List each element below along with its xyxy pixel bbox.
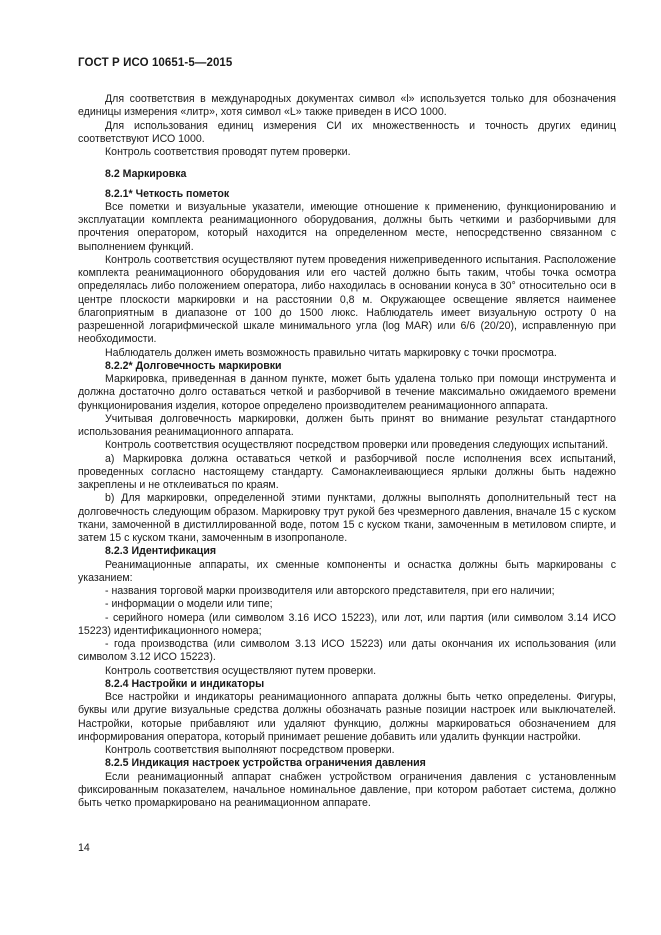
page-body (78, 93, 616, 810)
body-paragraph: Для использования единиц измерения СИ их множественность и точность других единиц соответствуют ИСО 1000. (78, 119, 616, 145)
body-paragraph: Контроль соответствия осуществляют посредством проверки или проведения следующих испытаний. (105, 439, 609, 452)
subsection-heading-8-2-1: 8.2.1* Четкость пометок (105, 187, 230, 200)
subsection-heading-8-2-4: 8.2.4 Настройки и индикаторы (105, 677, 265, 690)
body-paragraph: Контроль соответствия выполняют посредством проверки. (105, 744, 395, 756)
subsection-heading-8-2-2: 8.2.2* Долговечность маркировки (105, 359, 282, 372)
section-heading-8-2: 8.2 Маркировка (105, 168, 187, 181)
body-paragraph: Реанимационные аппараты, их сменные компоненты и оснастка должны быть маркированы с указанием: (78, 558, 616, 584)
body-paragraph: Контроль соответствия осуществляют путем проведения нижеприведенного испытания. Расположение комплекта реанимационного оборудования или его частей должно быть таким, чтобы точка осмотра определялась либо положением оператора, либо находилась в основании конуса в 30° относительно оси в центре плоскости маркировки и на расстоянии 0,8 м. Окружающее освещение является наименее благоприятным в диапазоне от 100 до 1500 люкс. Наблюдатель имеет визуальную остроту 0 на разрешенной логарифмической шкале минимального угла (log MAR) или 6/6 (20/20), исправленную при необходимости. (78, 253, 616, 346)
body-paragraph: Контроль соответствия осуществляют путем проверки. (105, 664, 377, 677)
body-paragraph: Учитывая долговечность маркировки, должен быть принят во внимание результат стандартного использования реанимационного аппарата. (78, 412, 616, 438)
page-number: 14 (78, 842, 90, 854)
body-paragraph: Все настройки и индикаторы реанимационного аппарата должны быть четко определены. Фигуры, буквы или другие визуальные средства должны обозначать разные позиции настроек или выключателей. Настройки, которые прибавляют или удаляют функцию, должны маркироваться обозначением для информирования оператора, который принимает решение добавить или удалить функции настройки. (78, 691, 616, 743)
body-paragraph: Контроль соответствия проводят путем проверки. (105, 146, 351, 158)
body-paragraph: Если реанимационный аппарат снабжен устройством ограничения давления с установленным фиксированным показателем, начальное номинальное давление, при котором работает система, должно быть четко промаркировано на реанимационном аппарате. (78, 770, 616, 809)
list-item: - года производства (или символом 3.13 ИСО 15223) или даты окончания их использования (или символом 3.12 ИСО 15223). (78, 638, 616, 664)
body-paragraph: Все пометки и визуальные указатели, имеющие отношение к применению, функционированию и эксплуатации комплекта реанимационного оборудования, должны быть четкими и разборчивыми для прочтения оператором, который находится на определенном месте, непосредственно связанном с выполнением функций. (78, 200, 616, 253)
subsection-heading-8-2-5: 8.2.5 Индикация настроек устройства ограничения давления (105, 757, 426, 770)
subsection-heading-8-2-3: 8.2.3 Идентификация (105, 545, 217, 558)
document-header: ГОСТ Р ИСО 10651-5—2015 (78, 57, 233, 69)
list-item-a: a) Маркировка должна оставаться четкой и разборчивой после исполнения всех испытаний, проведенных согласно настоящему стандарту. Самонаклеивающиеся ярлыки должны быть надежно закреплены и не отклеиваться по краям. (78, 452, 616, 491)
list-item: - названия торговой марки производителя или авторского представителя, при его наличии; (105, 585, 555, 597)
list-item: - серийного номера (или символом 3.16 ИСО 15223), или лот, или партия (или символом 3.14 ИСО 15223) идентификационного номера; (78, 611, 616, 637)
body-paragraph: Наблюдатель должен иметь возможность правильно читать маркировку с точки просмотра. (105, 346, 557, 359)
list-item-b: b) Для маркировки, определенной этими пунктами, должны выполнять дополнительный тест на долговечность следующим образом. Маркировку трут рукой без чрезмерного давления, вначале 15 с куском ткани, замоченной в дистиллированной воде, потом 15 с куском ткани, замоченным в метиловом спирте, и затем 15 с куском ткани, замоченным в изопропаноле. (78, 492, 616, 544)
list-item: - информации о модели или типе; (105, 598, 273, 611)
body-paragraph: Маркировка, приведенная в данном пункте, может быть удалена только при помощи инструмента и должна достаточно долго оставаться четкой и разборчивой в течение максимально ожидаемого времени функционирования изделия, которое определено производителем реанимационного аппарата. (78, 373, 616, 412)
body-paragraph: Для соответствия в международных документах символ «l» используется только для обозначения единицы измерения «литр», хотя символ «L» также приведен в ИСО 1000. (78, 93, 616, 119)
